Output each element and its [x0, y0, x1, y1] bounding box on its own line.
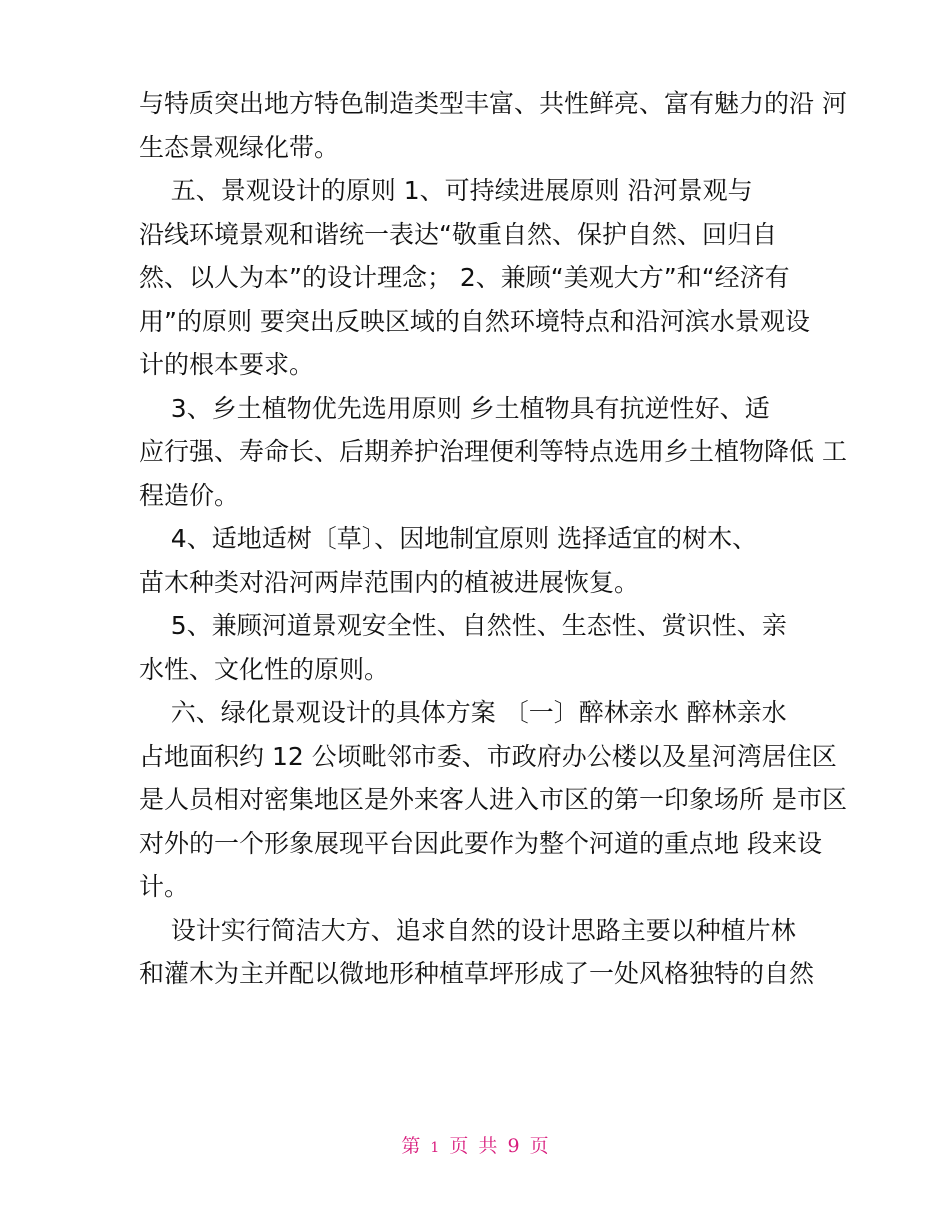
text-line: 设计实行简洁大方、追求自然的设计思路主要以种植片林 — [139, 915, 796, 945]
text-line: 六、绿化景观设计的具体方案 〔一〕醉林亲水 醉林亲水 — [139, 698, 787, 727]
text-line: 应行强、寿命长、后期养护治理便利等特点选用乡土植物降低 工 — [139, 437, 847, 466]
text-line: 程造价。 — [139, 480, 240, 510]
text-line: 3、乡土植物优先选用原则 乡土植物具有抗逆性好、适 — [139, 393, 770, 423]
text-line: 与特质突出地方特色制造类型丰富、共性鲜亮、富有魅力的沿 河 — [139, 89, 847, 118]
text-line: 占地面积约 12 公顷毗邻市委、市政府办公楼以及星河湾居住区 — [139, 741, 837, 771]
text-line: 苗木种类对沿河两岸范围内的植被进展恢复。 — [139, 567, 640, 597]
text-line: 是人员相对密集地区是外来客人进入市区的第一印象场所 是市区 — [139, 785, 847, 814]
footer-label-suffix: 页 — [529, 1135, 549, 1157]
text-line: 沿线环境景观和谐统一表达“敬重自然、保护自然、回归自 — [139, 219, 777, 249]
page-footer — [0, 1131, 950, 1158]
text-line: 生态景观绿化带。 — [139, 132, 340, 162]
text-line: 4、适地适树〔草〕、因地制宜原则 选择适宜的树木、 — [139, 524, 758, 553]
text-line: 然、以人为本”的设计理念； 2、兼顾“美观大方”和“经济有 — [139, 263, 790, 292]
footer-label-prefix: 第 — [401, 1135, 421, 1157]
footer-label-middle: 页 共 — [449, 1135, 498, 1157]
text-line: 对外的一个形象展现平台因此要作为整个河道的重点地 段来设 — [139, 828, 822, 858]
text-line: 水性、文化性的原则。 — [139, 654, 390, 684]
total-pages-number: 9 — [507, 1135, 520, 1157]
text-line: 和灌木为主并配以微地形种植草坪形成了一处风格独特的自然 — [139, 959, 815, 988]
text-line: 计。 — [139, 872, 190, 901]
text-line: 计的根本要求。 — [139, 350, 315, 379]
text-line: 用”的原则 要突出反映区域的自然环境特点和沿河滨水景观设 — [139, 306, 810, 336]
text-line: 5、兼顾河道景观安全性、自然性、生态性、赏识性、亲 — [139, 611, 787, 640]
current-page-number: 1 — [430, 1140, 440, 1156]
document-body — [139, 82, 847, 996]
text-line: 五、景观设计的原则 1、可持续进展原则 沿河景观与 — [139, 176, 753, 205]
